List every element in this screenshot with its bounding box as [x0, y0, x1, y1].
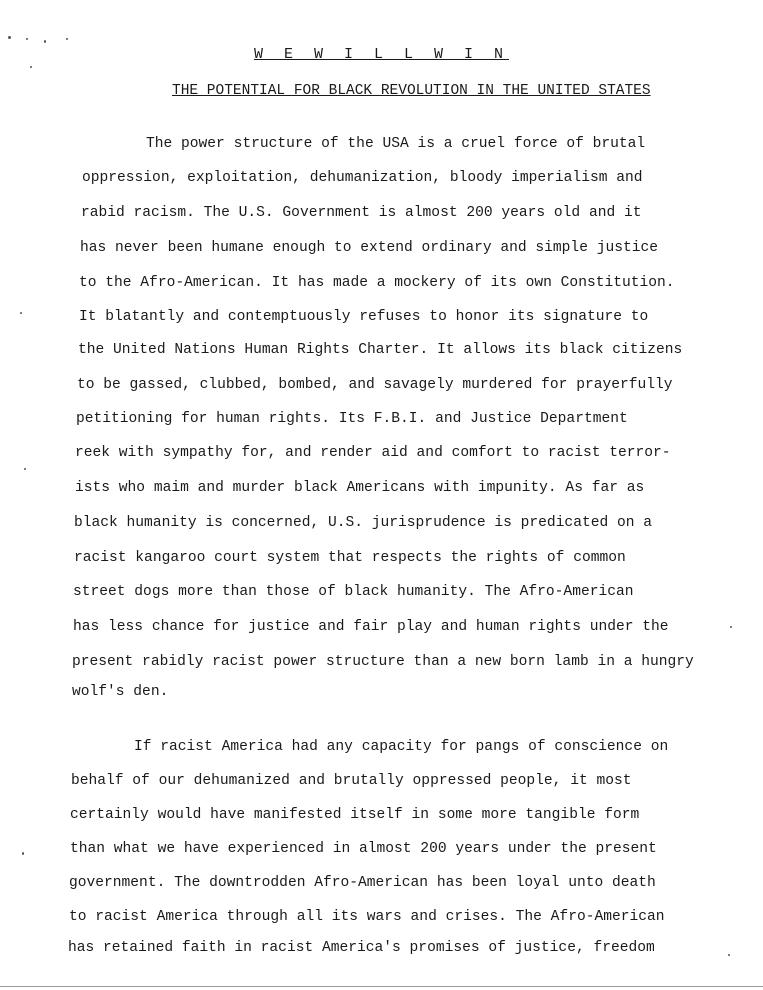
text-line: to the Afro-American. It has made a mockery of its own Constitution.	[79, 275, 675, 291]
text-line: street dogs more than those of black humanity. The Afro-American	[73, 584, 634, 600]
scan-speck	[8, 36, 11, 39]
scan-speck	[26, 38, 28, 40]
text-line: certainly would have manifested itself in some more tangible form	[70, 807, 640, 823]
text-line: than what we have experienced in almost 200 years under the present	[70, 841, 657, 857]
text-line: to be gassed, clubbed, bombed, and savagely murdered for prayerfully	[77, 377, 673, 393]
text-line: racist kangaroo court system that respects the rights of common	[74, 550, 626, 566]
text-line: wolf's den.	[72, 684, 169, 700]
text-line: has retained faith in racist America's promises of justice, freedom	[68, 940, 655, 956]
text-line: It blatantly and contemptuously refuses to honor its signature to	[79, 309, 649, 325]
scan-speck	[22, 852, 24, 855]
scan-speck	[728, 954, 730, 956]
text-line: has never been humane enough to extend ordinary and simple justice	[80, 240, 659, 256]
text-line: present rabidly racist power structure than a new born lamb in a hungry	[72, 654, 694, 670]
text-line: The power structure of the USA is a cruel force of brutal	[146, 136, 646, 152]
text-line: rabid racism. The U.S. Government is almost 200 years old and it	[81, 205, 642, 221]
document-subtitle: THE POTENTIAL FOR BLACK REVOLUTION IN THE UNITED STATES	[172, 83, 651, 99]
scan-speck	[20, 312, 22, 314]
text-line: oppression, exploitation, dehumanization, bloody imperialism and	[82, 170, 643, 186]
text-line: ists who maim and murder black Americans with impunity. As far as	[75, 480, 645, 496]
scan-speck	[44, 40, 46, 43]
scan-speck	[24, 468, 26, 470]
scan-speck	[30, 66, 32, 68]
text-line: petitioning for human rights. Its F.B.I. and Justice Department	[76, 411, 628, 427]
text-line: has less chance for justice and fair play and human rights under the	[73, 619, 669, 635]
text-line: to racist America through all its wars and crises. The Afro-American	[69, 909, 665, 925]
text-line: government. The downtrodden Afro-American has been loyal unto death	[69, 875, 656, 891]
scan-speck	[66, 38, 68, 40]
text-line: behalf of our dehumanized and brutally oppressed people, it most	[71, 773, 632, 789]
page-bottom-edge	[0, 986, 763, 987]
scan-speck	[730, 626, 732, 628]
text-line: black humanity is concerned, U.S. jurisprudence is predicated on a	[74, 515, 653, 531]
text-line: reek with sympathy for, and render aid and comfort to racist terror-	[75, 445, 671, 461]
document-title: W E W I L L W I N	[253, 46, 510, 63]
text-line: If racist America had any capacity for pangs of conscience on	[134, 739, 669, 755]
text-line: the United Nations Human Rights Charter. It allows its black citizens	[78, 342, 683, 358]
